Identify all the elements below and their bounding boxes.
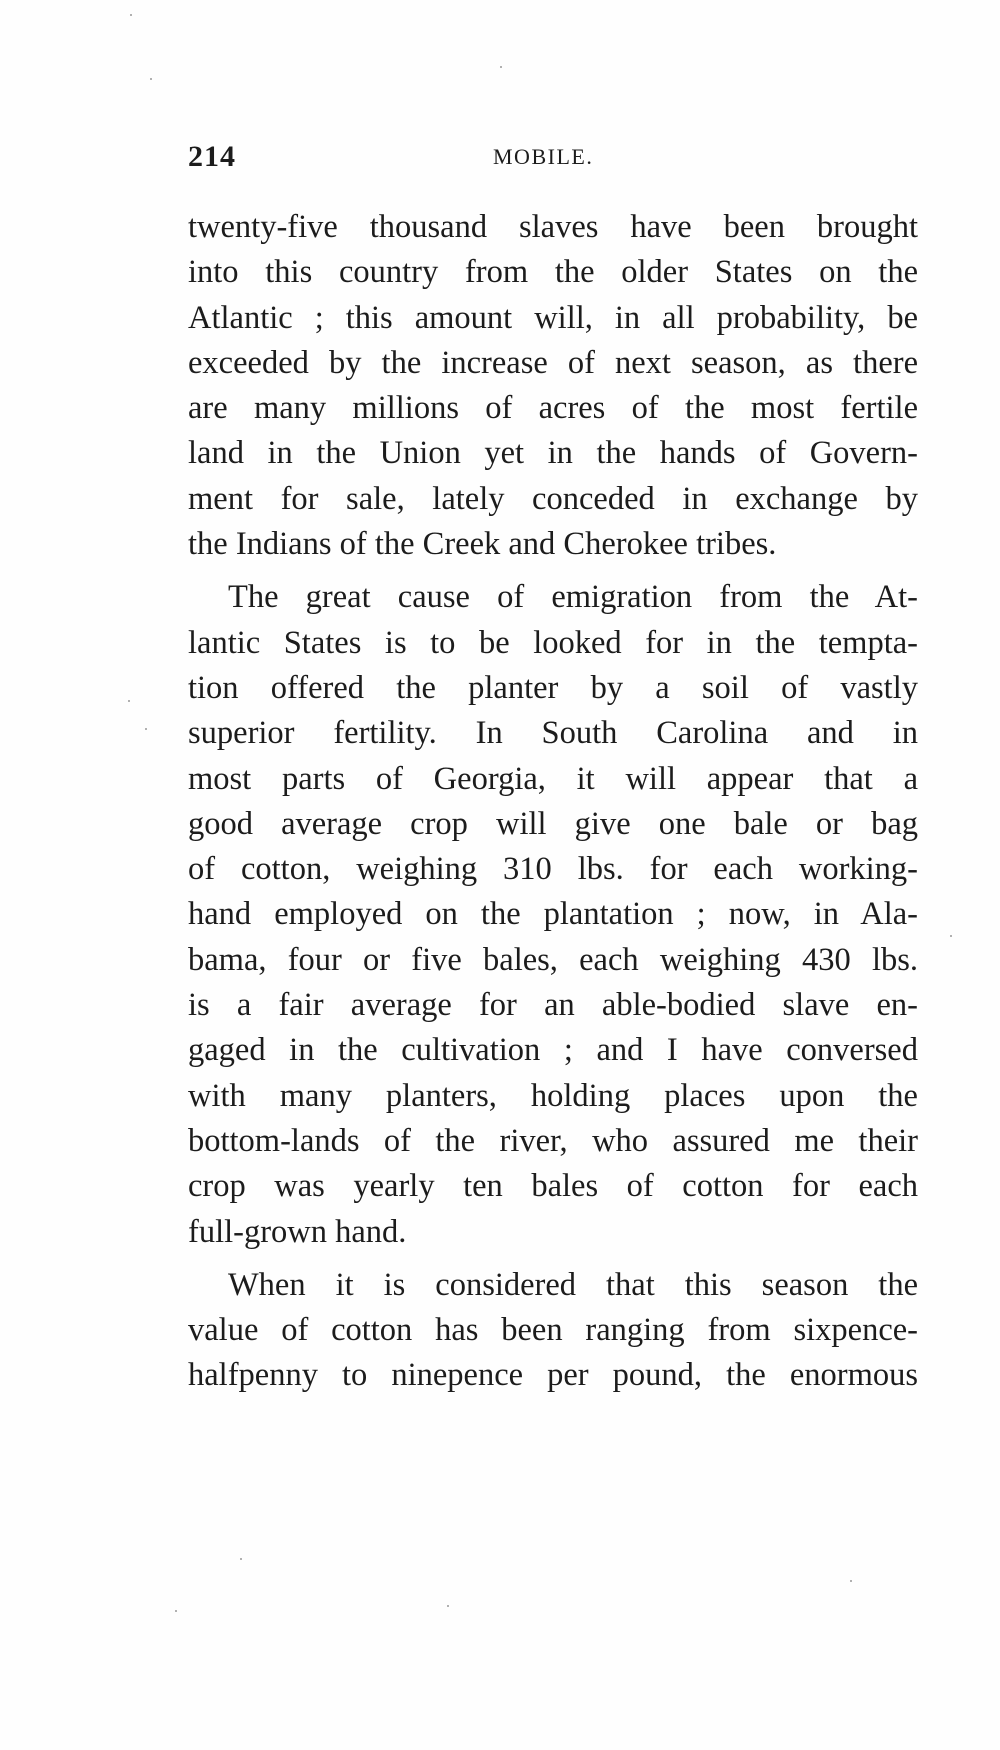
text-line: is a fair average for an able-bodied slave en- (188, 987, 918, 1024)
paragraph-3 (188, 1263, 918, 1399)
text-line: crop was yearly ten bales of cotton for each (188, 1168, 918, 1205)
text-line: ment for sale, lately conceded in exchange by (188, 480, 918, 517)
paper-speck (145, 728, 147, 730)
text-line: full-grown hand. (188, 1213, 407, 1250)
text-line: superior fertility. In South Carolina and in (188, 715, 918, 752)
text-line: of cotton, weighing 310 lbs. for each working- (188, 851, 918, 888)
text-line: lantic States is to be looked for in the tempta- (188, 624, 918, 661)
text-line: tion offered the planter by a soil of vastly (188, 669, 918, 706)
paragraph-1 (188, 205, 918, 567)
paper-speck (950, 935, 952, 937)
text-line: good average crop will give one bale or bag (188, 805, 918, 842)
text-line: twenty-five thousand slaves have been brought (188, 209, 918, 245)
text-line: hand employed on the plantation ; now, in Ala- (188, 896, 918, 933)
text-line: the Indians of the Creek and Cherokee tribes. (188, 526, 777, 563)
paper-speck (130, 14, 132, 16)
body-text (188, 205, 918, 1399)
text-line: exceeded by the increase of next season, as there (188, 344, 918, 381)
text-line: land in the Union yet in the hands of Govern- (188, 435, 918, 472)
text-line: with many planters, holding places upon the (188, 1077, 918, 1114)
running-head: MOBILE. (493, 144, 594, 169)
paragraph-2 (188, 575, 918, 1254)
text-line: into this country from the older States on the (188, 254, 918, 291)
paper-speck (500, 66, 502, 68)
paper-speck (447, 1605, 449, 1607)
text-line: The great cause of emigration from the At- (228, 579, 918, 616)
paper-speck (150, 78, 152, 80)
text-line: bama, four or five bales, each weighing 430 lbs. (188, 941, 918, 978)
text-line: Atlantic ; this amount will, in all probability, be (188, 299, 918, 336)
text-line: halfpenny to ninepence per pound, the enormous (188, 1357, 918, 1394)
text-line: gaged in the cultivation ; and I have conversed (188, 1032, 918, 1069)
text-line: bottom-lands of the river, who assured me their (188, 1122, 918, 1159)
text-line: When it is considered that this season the (228, 1266, 918, 1303)
page-number: 214 (188, 140, 236, 173)
page-header (188, 140, 918, 180)
text-line: value of cotton has been ranging from sixpence- (188, 1312, 918, 1349)
text-line: most parts of Georgia, it will appear that a (188, 760, 918, 797)
paper-speck (850, 1580, 852, 1582)
paper-speck (128, 700, 130, 702)
text-line: are many millions of acres of the most fertile (188, 390, 918, 427)
paper-speck (175, 1610, 177, 1612)
paper-speck (240, 1558, 242, 1560)
